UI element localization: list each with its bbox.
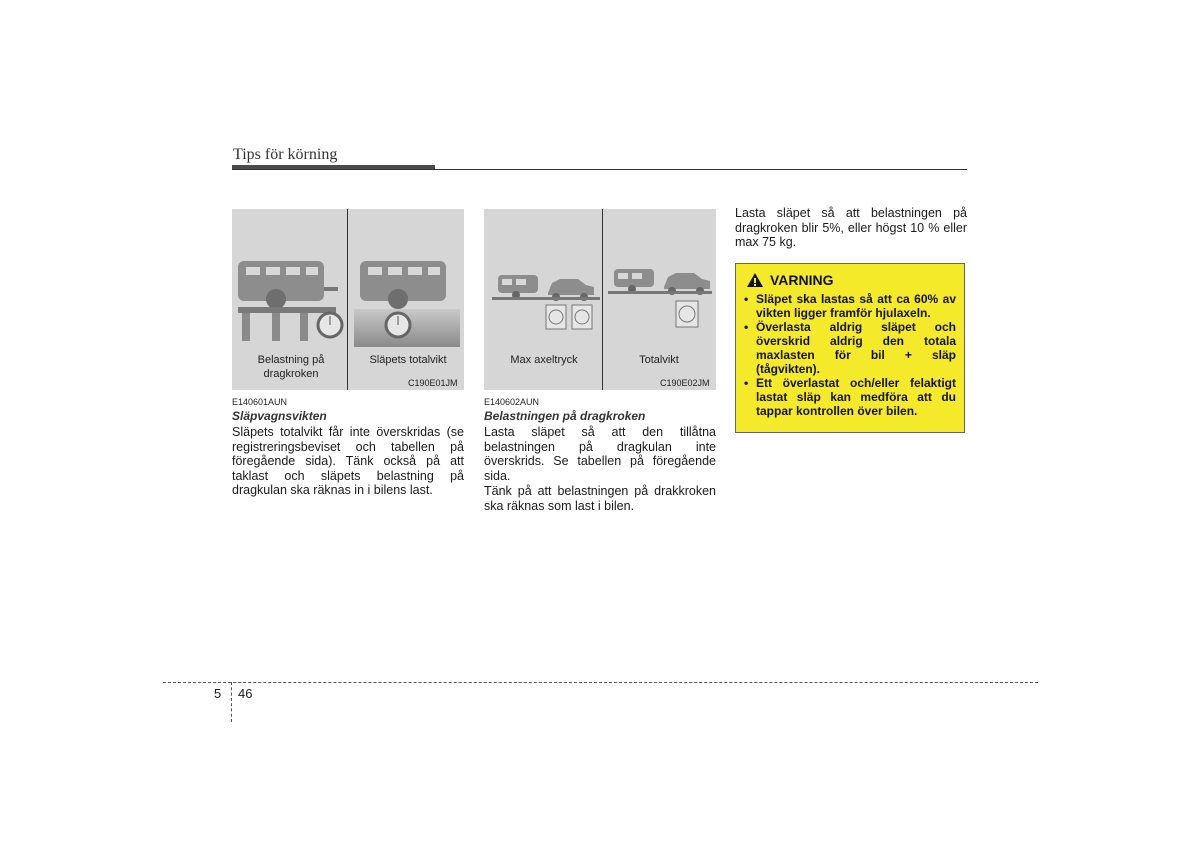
warning-title: VARNING — [770, 272, 834, 288]
figure-axle-load — [484, 209, 716, 390]
figure-code: C190E01JM — [408, 378, 458, 388]
body-paragraph: Lasta släpet så att den tillåtna belastningen på dragkulan inte överskrids. Se tabellen på föregående sida. — [484, 425, 716, 483]
figure-label-right: Totalvikt — [639, 354, 679, 366]
warning-header — [746, 272, 956, 288]
body-paragraph: Tänk på att belastningen på drakkroken ska räknas som last i bilen. — [484, 484, 716, 513]
footer-divider — [231, 682, 232, 722]
figure-label-left: Belastning på dragkroken — [257, 354, 325, 380]
figure-label-left: Max axeltryck — [510, 354, 578, 366]
footer-rule — [163, 682, 1038, 683]
body-paragraph: Släpets totalvikt får inte överskridas (se registreringsbeviset och tabellen på föregående sida). Tänk också på att taklast och släpets belastning på dragkulan ska räknas in i bilens last. — [232, 425, 464, 497]
warning-box — [735, 263, 965, 433]
subheading: Belastningen på dragkroken — [484, 409, 646, 423]
warning-item: • Ett överlastat och/eller felaktigt lastat släp kan medföra att du tappar kontrollen över bilen. — [744, 376, 956, 418]
warning-item: • Överlasta aldrig släpet och överskrid aldrig den totala maxlasten för bil + släp (tågvikten). — [744, 320, 956, 376]
figure-divider — [602, 209, 603, 390]
warning-triangle-icon — [746, 272, 764, 288]
section-title: Tips för körning — [233, 146, 338, 163]
header-rule — [232, 169, 967, 170]
figure-label-right: Släpets totalvikt — [369, 354, 447, 366]
reference-code: E140602AUN — [484, 397, 540, 407]
bullet: • — [744, 376, 749, 390]
figure-code: C190E02JM — [660, 378, 710, 388]
figure-trailer-weight — [232, 209, 464, 390]
chapter-number: 5 — [214, 686, 222, 701]
reference-code: E140601AUN — [232, 397, 288, 407]
warning-list — [744, 292, 956, 418]
page-number: 46 — [238, 686, 253, 701]
subheading: Släpvagnsvikten — [232, 409, 327, 423]
bullet: • — [744, 292, 749, 306]
bullet: • — [744, 320, 749, 334]
body-paragraph: Lasta släpet så att belastningen på dragkroken blir 5%, eller högst 10 % eller max 75 kg. — [735, 206, 967, 249]
figure-divider — [347, 209, 348, 390]
warning-item: • Släpet ska lastas så att ca 60% av vikten ligger framför hjulaxeln. — [744, 292, 956, 320]
